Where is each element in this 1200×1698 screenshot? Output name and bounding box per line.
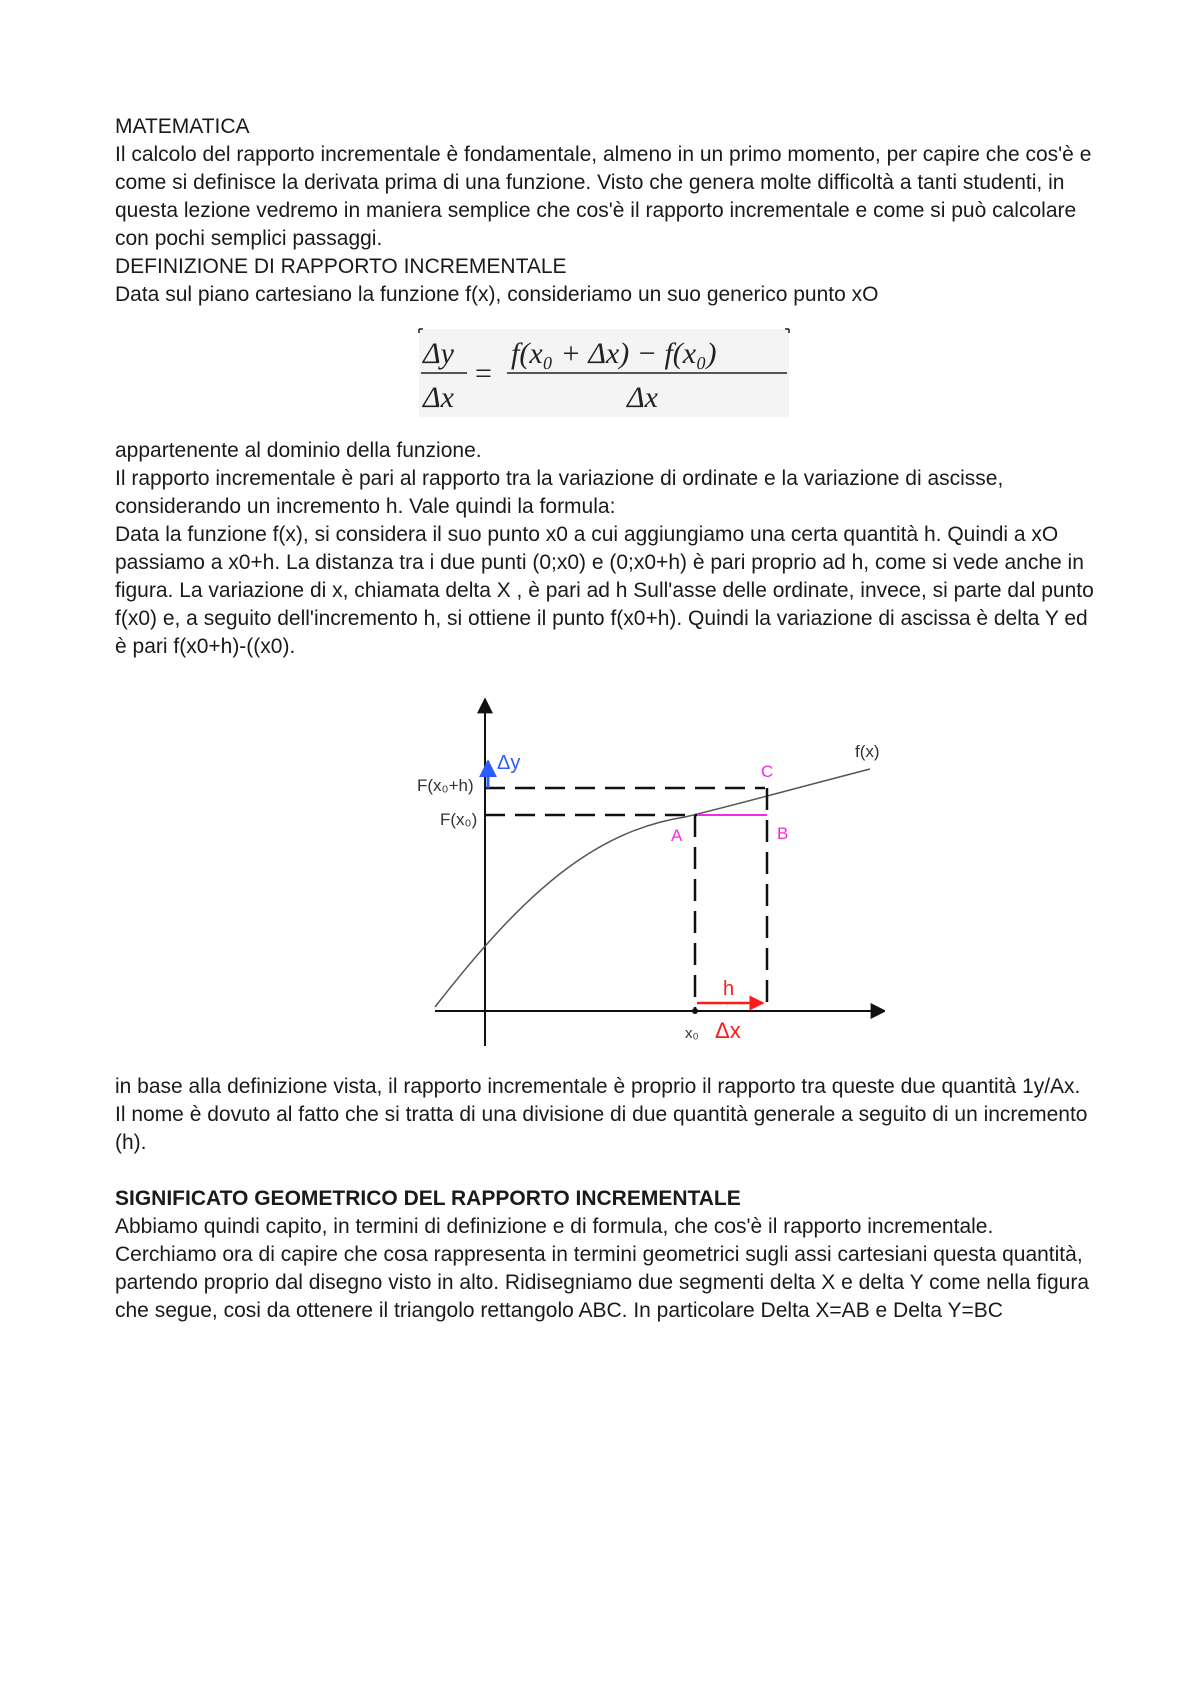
point-c-label: C	[761, 762, 774, 781]
geometric-paragraph-1: Abbiamo quindi capito, in termini di definizione e di formula, che cos'è il rapporto incrementale.	[115, 1215, 994, 1238]
delta-x-label: Δx	[715, 1018, 741, 1043]
point-b-label: B	[777, 824, 789, 843]
intro-paragraph: Il calcolo del rapporto incrementale è fondamentale, almeno in un primo momento, per capire che cos'è e come si definisce la derivata prima di una funzione. Visto che genera molte difficoltà a tanti studenti, in questa lezione vedremo in maniera semplice che cos'è il rapporto incrementale e come si può calcolare con pochi semplici passaggi.	[115, 143, 1092, 250]
after-formula-paragraph-2: Il rapporto incrementale è pari al rapporto tra la variazione di ordinate e la variazione di ascisse, considerando un incremento h. Vale quindi la formula:	[115, 467, 1004, 518]
definition-heading: DEFINIZIONE DI RAPPORTO INCREMENTALE	[115, 255, 567, 278]
y-label-upper: F(x₀+h)	[417, 776, 474, 795]
delta-y-label: Δy	[497, 752, 521, 774]
after-figure-paragraph: in base alla definizione vista, il rapporto incrementale è proprio il rapporto tra queste due quantità 1y/Ax. Il nome è dovuto al fatto che si tratta di una divisione di due quantità generale a seguito di un incremento (h).	[115, 1075, 1088, 1154]
formula-denominator-right: Δx	[627, 381, 658, 414]
x0-label: x₀	[685, 1025, 699, 1042]
document-title: MATEMATICA	[115, 115, 250, 138]
document-page	[115, 113, 1095, 1325]
geometric-paragraph-2: Cerchiamo ora di capire che cosa rappresenta in termini geometrici sugli assi cartesiani questa quantità, partendo proprio dal disegno visto in alto. Ridisegniamo due segmenti delta X e delta Y come nella figura che segue, cosi da ottenere il triangolo rettangolo ABC. In particolare Delta X=AB e Delta Y=BC	[115, 1243, 1089, 1322]
geometric-heading: SIGNIFICATO GEOMETRICO DEL RAPPORTO INCREMENTALE	[115, 1187, 741, 1210]
definition-text: Data sul piano cartesiano la funzione f(x), consideriamo un suo generico punto xO	[115, 283, 879, 306]
formula-equals: =	[475, 357, 492, 390]
incremental-ratio-figure	[325, 681, 885, 1061]
formula-numerator-right: f(x₀ + Δx) − f(x₀)	[511, 337, 717, 370]
x0-point	[692, 1008, 698, 1014]
function-curve	[435, 769, 870, 1007]
point-a-label: A	[671, 826, 683, 845]
incremental-ratio-formula	[415, 323, 795, 423]
formula-numerator-left: Δy	[423, 337, 454, 370]
y-label-lower: F(x₀)	[440, 810, 478, 829]
h-label: h	[723, 978, 735, 1000]
function-label: f(x)	[855, 742, 880, 761]
formula-denominator-left: Δx	[423, 381, 454, 414]
after-formula-paragraph-1: appartenente al dominio della funzione.	[115, 439, 482, 462]
after-formula-paragraph-3: Data la funzione f(x), si considera il suo punto x0 a cui aggiungiamo una certa quantità h. Quindi a xO passiamo a x0+h. La distanza tra i due punti (0;x0) e (0;x0+h) è pari proprio ad h, come si vede anche in figura. La variazione di x, chiamata delta X , è pari ad h Sull'asse delle ordinate, invece, si parte dal punto f(x0) e, a seguito dell'incremento h, si ottiene il punto f(x0+h). Quindi la variazione di ascissa è delta Y ed è pari f(x0+h)-((x0).	[115, 523, 1094, 658]
